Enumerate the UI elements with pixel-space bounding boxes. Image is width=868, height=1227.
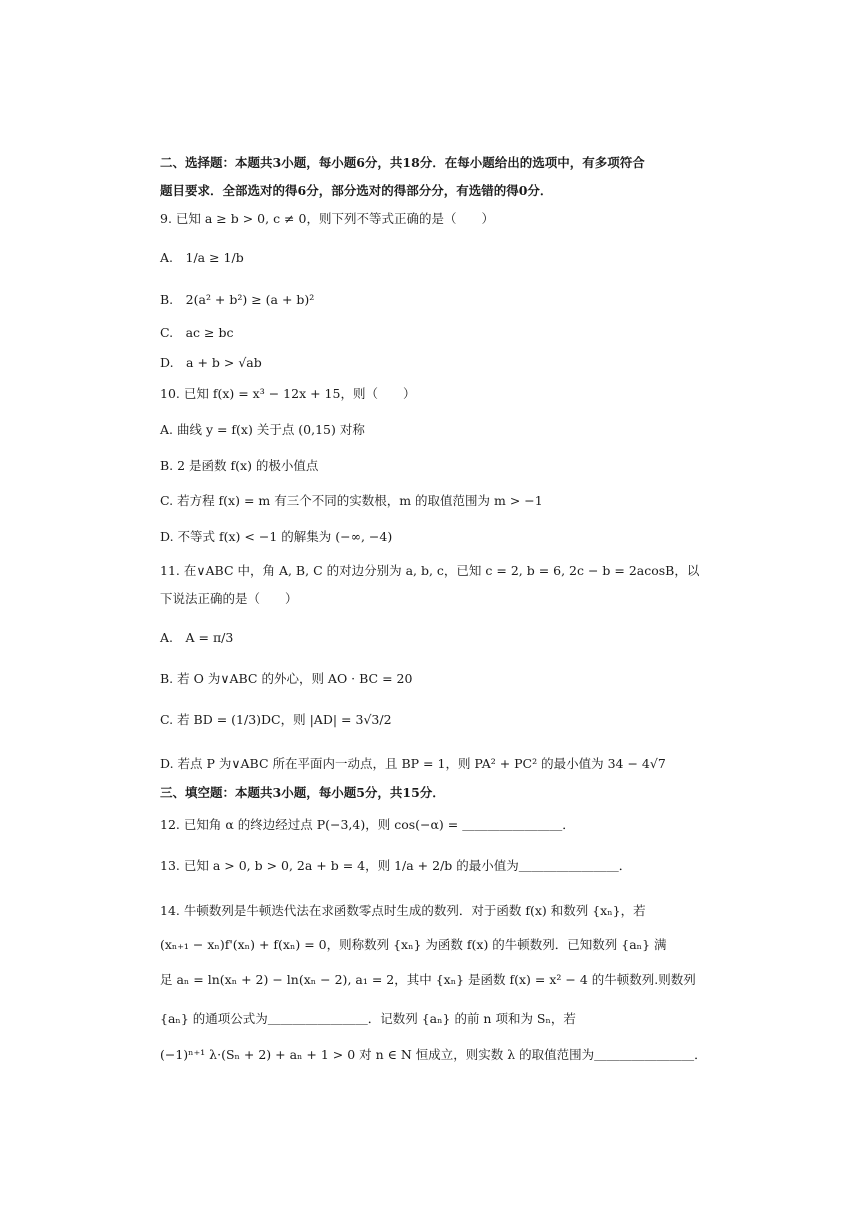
section2-heading-line1: 二、选择题：本题共3小题，每小题6分，共18分．在每小题给出的选项中，有多项符合 <box>160 155 645 170</box>
q10-option-b: B. 2 是函数 f(x) 的极小值点 <box>160 458 319 473</box>
q14-line4: {aₙ} 的通项公式为＿＿＿＿＿＿＿＿．记数列 {aₙ} 的前 n 项和为 Sₙ，若 <box>160 1011 576 1026</box>
q11-option-d: D. 若点 P 为∨ABC 所在平面内一动点，且 BP = 1，则 PA² + PC² 的最小值为 34 − 4√7 <box>160 756 666 771</box>
q14-line2: (xₙ₊₁ − xₙ)f'(xₙ) + f(xₙ) = 0，则称数列 {xₙ} 为函数 f(x) 的牛顿数列．已知数列 {aₙ} 满 <box>160 937 667 952</box>
section2-heading-line2: 题目要求．全部选对的得6分，部分选对的得部分分，有选错的得0分． <box>160 183 553 198</box>
section3-heading: 三、填空题：本题共3小题，每小题5分，共15分． <box>160 785 445 800</box>
q14-line5: (−1)ⁿ⁺¹ λ·(Sₙ + 2) + aₙ + 1 > 0 对 n ∈ N 恒成立，则实数 λ 的取值范围为＿＿＿＿＿＿＿＿． <box>160 1047 707 1062</box>
q14-line1: 14. 牛顿数列是牛顿迭代法在求函数零点时生成的数列．对于函数 f(x) 和数列 {xₙ}，若 <box>160 903 646 918</box>
q11-option-a: A. A = π/3 <box>160 630 234 645</box>
q10-stem: 10. 已知 f(x) = x³ − 12x + 15，则（ ） <box>160 386 416 401</box>
q9-stem: 9. 已知 a ≥ b > 0, c ≠ 0，则下列不等式正确的是（ ） <box>160 211 494 226</box>
q11-option-c: C. 若 BD = (1/3)DC，则 |AD| = 3√3/2 <box>160 712 392 727</box>
q13: 13. 已知 a > 0, b > 0, 2a + b = 4，则 1/a + 2/b 的最小值为＿＿＿＿＿＿＿＿． <box>160 858 632 873</box>
q14-line3: 足 aₙ = ln(xₙ + 2) − ln(xₙ − 2), a₁ = 2，其中 {xₙ} 是函数 f(x) = x² − 4 的牛顿数列.则数列 <box>160 972 696 987</box>
q11-stem-line1: 11. 在∨ABC 中，角 A, B, C 的对边分别为 a, b, c，已知 c = 2, b = 6, 2c − b = 2acosB，以 <box>160 563 700 578</box>
q11-stem-line2: 下说法正确的是（ ） <box>160 591 298 606</box>
q11-option-b: B. 若 O 为∨ABC 的外心，则 AO · BC = 20 <box>160 671 413 686</box>
q9-option-d: D. a + b > √ab <box>160 355 262 370</box>
q10-option-a: A. 曲线 y = f(x) 关于点 (0,15) 对称 <box>160 422 365 437</box>
q9-option-c: C. ac ≥ bc <box>160 325 234 340</box>
q10-option-d: D. 不等式 f(x) < −1 的解集为 (−∞, −4) <box>160 529 393 544</box>
q12: 12. 已知角 α 的终边经过点 P(−3,4)，则 cos(−α) = ＿＿＿＿＿＿＿＿． <box>160 817 575 832</box>
q10-option-c: C. 若方程 f(x) = m 有三个不同的实数根，m 的取值范围为 m > −1 <box>160 493 543 508</box>
q9-option-a: A. 1/a ≥ 1/b <box>160 250 244 265</box>
q9-option-b: B. 2(a² + b²) ≥ (a + b)² <box>160 292 315 307</box>
